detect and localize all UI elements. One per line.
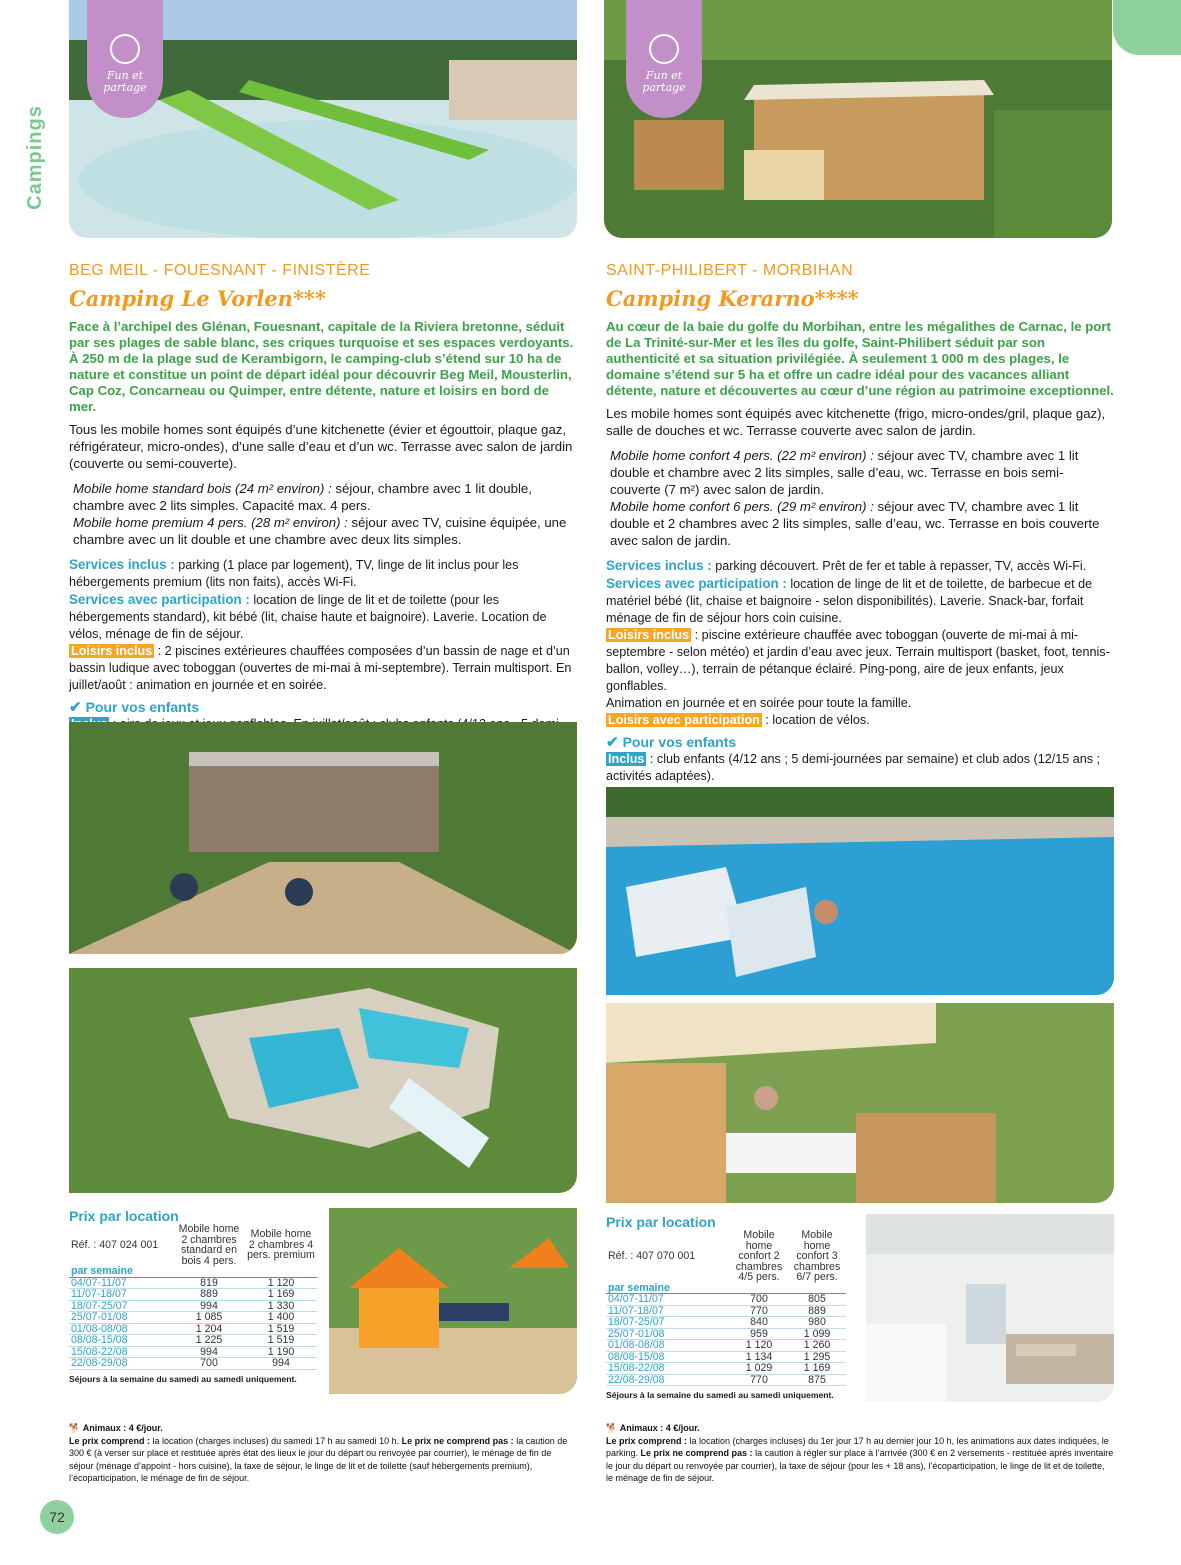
location: BEG MEIL - FOUESNANT - FINISTÈRE: [69, 262, 371, 279]
footer-left: 🐕 Animaux : 4 €/jour. Le prix comprend : la location (charges incluses) du samedi 17 h au samedi 10 h. Le prix ne comprend pas : la caution de 300 € (à verser sur place et restituée après état des lieux le jour du départ ou renvoyée par courrier), le ménage de fin de séjour (ménage d’appoint - hors cuisine), la taxe de séjour, le linge de lit et de toilette (sauf hébergements premium), l’écoparticipation, le ménage de fin de séjour.: [69, 1422, 577, 1485]
services-paid: Services avec participation : location de linge de lit et de toilette (pour les hébergements standard), kit bébé (lit, chaise haute et baignoire). Laverie. Location de vélos, ménage de fin de séjour.: [69, 592, 547, 641]
intro: Au cœur de la baie du golfe du Morbihan, entre les mégalithes de Carnac, le port de La Trinité-sur-Mer et les îles du golfe, Saint-Philibert séduit par son authenticité et sa situation privilégiée. À seulement 1 000 m des plages, le domaine s’étend sur 5 ha et offre un cadre idéal pour des vacances alliant détente, nature et découvertes au cœur d’une région au patrimoine exceptionnel.: [606, 319, 1114, 398]
services-included: Services inclus : parking (1 place par logement), TV, linge de lit inclus pour les hébergements premium (lits non faits), accès Wi-Fi.: [69, 557, 519, 589]
swimming-pool-photo: [606, 787, 1114, 995]
price-block-right: [606, 1214, 851, 1400]
smile-icon: [649, 34, 679, 64]
playground-photo: [329, 1208, 577, 1394]
price-conditions: Le prix comprend : la location (charges incluses) du samedi 17 h au samedi 10 h. Le prix ne comprend pas : la caution de 300 € (à verser sur place et restituée après état des lieux le jour du départ ou renvoyée par courrier), le ménage de fin de séjour (ménage d’appoint - hors cuisine), la taxe de séjour, le linge de lit et de toilette (sauf hébergements premium), l’écoparticipation, le ménage de fin de séjour.: [69, 1435, 568, 1484]
price-conditions: Le prix comprend : la location (charges incluses) du 1er jour 17 h au dernier jour 10 h, les animations aux dates indiquées, le parking. Le prix ne comprend pas : la caution à régler sur place à l’arrivée (300 € en 2 versements - restituée après inventaire le jour du départ ou renvoyée par courrier), la taxe de séjour (pour les + 18 ans), l’écoparticipation, le linge de lit et de toilette, le ménage de fin de séjour.: [606, 1435, 1114, 1484]
leisure-included: Loisirs inclus : 2 piscines extérieures chauffées composées d’un bassin de nage et d’un bassin ludique avec toboggan (ouvertes de mi-mai à mi-septembre). Terrain multisport. En juillet/août : animation en journée et en soirée.: [69, 644, 572, 692]
dog-icon: 🐕: [606, 1423, 618, 1433]
interior-photo: [866, 1214, 1114, 1402]
footer-right: 🐕 Animaux : 4 €/jour. Le prix comprend : la location (charges incluses) du 1er jour 17 h au dernier jour 10 h, les animations aux dates indiquées, le parking. Le prix ne comprend pas : la caution à régler sur place à l’arrivée (300 € en 2 versements - restituée après inventaire le jour du départ ou renvoyée par courrier), la taxe de séjour (pour les + 18 ans), l’écoparticipation, le linge de lit et de toilette, le ménage de fin de séjour.: [606, 1423, 1114, 1484]
animation: Animation en journée et en soirée pour toute la famille.: [606, 696, 912, 710]
price-title: Prix par location: [606, 1214, 716, 1230]
camping-title: Camping Le Vorlen***: [69, 286, 326, 311]
right-column: [606, 262, 1114, 785]
fun-badge-2: Fun et partage: [626, 0, 702, 118]
terrace-photo: [606, 1003, 1114, 1203]
equipment: Tous les mobile homes sont équipés d’une kitchenette (évier et égouttoir, plaque gaz, réfrigérateur, micro-ondes), d’une salle d’eau et d’un wc. Terrasse avec salon de jardin (couverte ou semi-couverte).: [69, 422, 573, 471]
location: SAINT-PHILIBERT - MORBIHAN: [606, 262, 854, 279]
price-table: Réf. : 407 024 001 Mobile home 2 chambres standard en bois 4 pers. Mobile home 2 chambres 4 pers. premium par semaine 04/07-11/07 819 1 120 11/07-18/07 889 1 169 18/07-25/07 994 1 330 25/07-01/08 1 085 1 400 01/08-08/08 1 204 1 519 08/08-15/08 1 225 1 519 15/08-22/08 994 1 190 22/08-29/08 700 994: [69, 1224, 317, 1370]
equipment: Les mobile homes sont équipés avec kitchenette (frigo, micro-ondes/gril, plaque gaz), salle de douches et wc. Terrasse couverte avec salon de jardin.: [606, 406, 1106, 438]
price-table: Réf. : 407 070 001 Mobile home confort 2 chambres 4/5 pers. Mobile home confort 3 chambres 6/7 pers. par semaine 04/07-11/07 700 805 11/07-18/07 770 889 18/07-25/07 840 980 25/07-01/08 959 1 099 01/08-08/08 1 120 1 260 08/08-15/08 1 134 1 295 15/08-22/08 1 029 1 169 22/08-29/08 770 875: [606, 1230, 846, 1386]
services-included: Services inclus : parking découvert. Prêt de fer et table à repasser, TV, accès Wi-Fi.: [606, 558, 1087, 573]
aerial-pool-photo: [69, 968, 577, 1193]
stay-note: Séjours à la semaine du samedi au samedi uniquement.: [69, 1373, 297, 1384]
check-icon: ✔: [606, 734, 619, 751]
smile-icon: [110, 34, 140, 64]
leisure-paid: Loisirs avec participation : location de vélos.: [608, 713, 870, 727]
check-icon: ✔: [69, 699, 82, 716]
kids-included: Inclus : club enfants (4/12 ans ; 5 demi-journées par semaine) et club ados (12/15 ans ; activités adaptées).: [606, 752, 1101, 783]
kids-bikes-photo: [69, 722, 577, 954]
price-block-left: [69, 1208, 319, 1384]
fun-badge: Fun et partage: [87, 0, 163, 118]
dog-icon: 🐕: [69, 1423, 81, 1433]
mobile-homes: Mobile home standard bois (24 m² environ) : séjour, chambre avec 1 lit double, chambre avec 2 lits simples. Capacité max. 4 pers. Mobile home premium 4 pers. (28 m² environ) : séjour avec TV, cuisine équipée, une chambre avec un lit double et une chambre avec deux lits simples.: [73, 481, 567, 547]
services-paid: Services avec participation : location de linge de lit et de toilette, de barbecue et de matériel bébé (lit, chaise et baignoire - selon disponibilités). Laverie. Snack-bar, forfait ménage de fin de séjour hors coin cuisine.: [606, 576, 1093, 625]
section-label: Campings: [23, 105, 46, 210]
kids-heading: ✔ Pour vos enfants: [69, 699, 200, 716]
stay-note: Séjours à la semaine du samedi au samedi uniquement.: [606, 1390, 834, 1400]
corner-tab: [1113, 0, 1181, 55]
intro: Face à l’archipel des Glénan, Fouesnant, capitale de la Riviera bretonne, séduit par ses plages de sable blanc, ses criques turquoise et ses espaces verdoyants. À 250 m de la plage sud de Kerambigorn, le camping-club s’étend sur 10 ha de nature et constitue un point de départ idéal pour découvrir Beg Meil, Mousterlin, Cap Coz, Concarneau ou Quimper, entre détente, nature et loisirs en bord de mer.: [69, 319, 574, 414]
page-number: 72: [40, 1500, 74, 1534]
price-title: Prix par location: [69, 1208, 179, 1224]
camping-title: Camping Kerarno****: [606, 286, 859, 311]
kids-heading: ✔ Pour vos enfants: [606, 734, 737, 751]
leisure-included: Loisirs inclus : piscine extérieure chauffée avec toboggan (ouverte de mi-mai à mi-septembre - selon météo) et jardin d’eau avec jeux. Terrain multisport (basket, foot, tennis-ballon, volley…), terrain de pétanque éclairé. Ping-pong, aire de jeux enfants, jeux gonflables.: [606, 628, 1110, 693]
mobile-homes: Mobile home confort 4 pers. (22 m² environ) : séjour avec TV, chambre avec 1 lit double et chambre avec 2 lits simples, salle d’eau, wc. Terrasse en bois semi-couverte (7 m²) avec salon de jardin. Mobile home confort 6 pers. (29 m² environ) : séjour avec TV, chambre avec 1 lit double et 2 chambres avec 2 lits simples, salle d’eau, wc. Terrasse en bois couverte avec salon de jardin.: [610, 448, 1100, 548]
left-column: [69, 262, 577, 750]
